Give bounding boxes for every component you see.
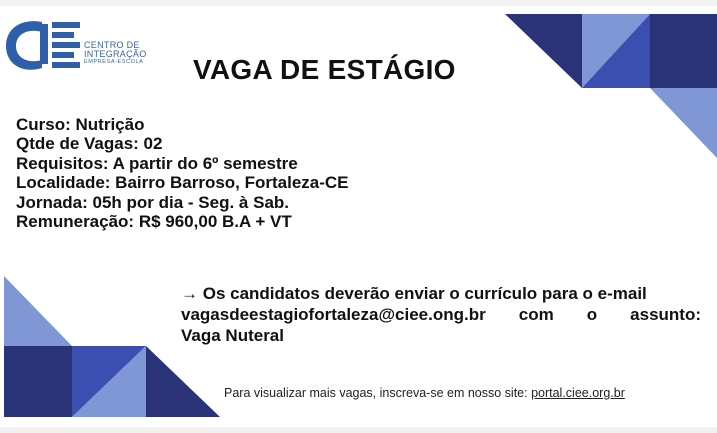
footer-text: Para visualizar mais vagas, inscreva-se em nosso site: [224, 386, 532, 400]
instructions-line-2: vagasdeestagiofortaleza@ciee.ong.br com o assunto: [181, 305, 701, 324]
instructions-line-1: → Os candidatos deverão enviar o currículo para o e-mail [181, 284, 647, 303]
logo-line-2: INTEGRAÇÃO [84, 49, 147, 59]
footer-note [224, 386, 625, 400]
job-details [16, 115, 349, 231]
detail-requirements: Requisitos: A partir do 6º semestre [16, 153, 298, 173]
logo-line-3: EMPRESA-ESCOLA [84, 59, 144, 65]
page-title: VAGA DE ESTÁGIO [193, 54, 456, 85]
bottom-strip [0, 427, 717, 433]
logo-line-1: CENTRO DE [84, 40, 140, 50]
ciee-logo [4, 16, 154, 74]
logo-wordmark [84, 41, 147, 66]
instructions-line-3: Vaga Nuteral [181, 326, 284, 345]
application-instructions [181, 283, 701, 346]
detail-schedule: Jornada: 05h por dia - Seg. à Sab. [16, 192, 290, 212]
detail-salary: Remuneração: R$ 960,00 B.A + VT [16, 212, 292, 232]
ciee-logo-mark [4, 16, 84, 74]
top-strip [0, 0, 717, 6]
top-right-decoration [505, 14, 717, 158]
footer-link[interactable]: portal.ciee.org.br [531, 386, 625, 400]
detail-location: Localidade: Bairro Barroso, Fortaleza-CE [16, 173, 349, 193]
detail-course: Curso: Nutrição [16, 115, 145, 134]
detail-openings: Qtde de Vagas: 02 [16, 134, 163, 154]
